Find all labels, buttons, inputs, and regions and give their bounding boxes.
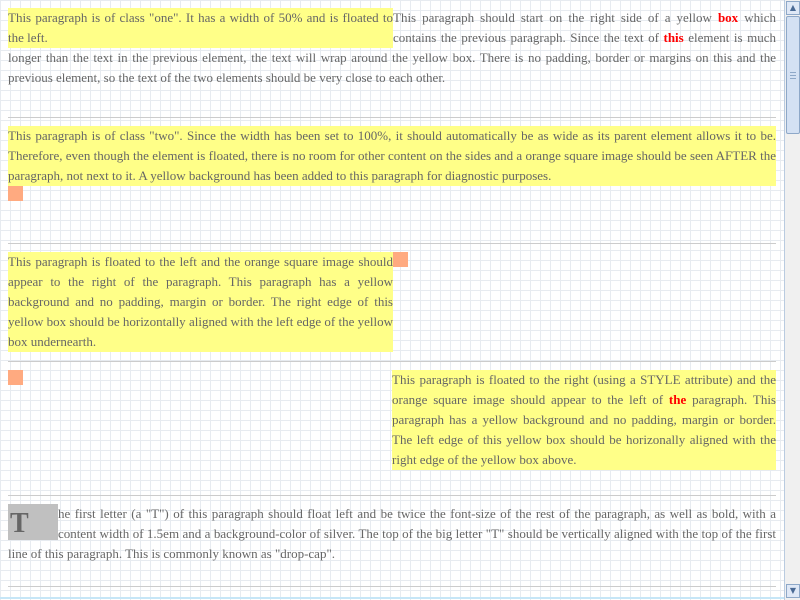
highlight-this: this	[663, 30, 684, 45]
paragraph-float-left: This paragraph is floated to the left and the orange square image should appear to the right of the paragraph. This paragraph has a yellow background and no padding, margin or border. The right edge of this yellow box should be horizontally aligned with the left edge of the yellow box undernearth.	[8, 252, 393, 352]
section-drop-cap	[8, 496, 776, 564]
highlight-box: box	[717, 10, 739, 25]
paragraph-one: This paragraph is of class "one". It has a width of 50% and is floated to the left.	[8, 8, 393, 48]
drop-cap-letter: T	[8, 504, 58, 540]
float-right-text-a: This paragraph is floated to the right (using a STYLE attribute) and the orange square image should appear to the left of	[392, 372, 776, 407]
float-right-text-b: paragraph. This paragraph has a yellow background and no padding, margin or border. The left edge of this yellow box should be horizonally aligned with the right edge of the yellow box above.	[392, 392, 776, 467]
up-arrow-icon[interactable]: ▲	[786, 1, 800, 15]
wrap-text-b: which contains the previous paragraph. Since the text of	[393, 10, 776, 45]
divider	[8, 586, 776, 587]
page-bottom-edge	[0, 597, 784, 599]
vertical-scrollbar[interactable]	[784, 0, 800, 600]
wrap-text-c: element is much longer than the text in the previous element, the text will wrap around the yellow box. There is no padding, border or margins on this and the previous element, so the text of the two elements should be very close to each other.	[8, 30, 776, 85]
paragraph-two: This paragraph is of class "two". Since the width has been set to 100%, it should automatically be as wide as its parent element allows it to be. Therefore, even though the element is floated, there is no room for other content on the sides and a orange square image should be seen AFTER the paragraph, not next to it. A yellow background has been added to this paragraph for diagnostic purposes.	[8, 126, 776, 186]
paragraph-drop-cap	[8, 504, 776, 564]
down-arrow-icon[interactable]: ▼	[786, 584, 800, 598]
scrollbar-thumb[interactable]	[786, 16, 800, 134]
section-float-one	[8, 8, 776, 96]
orange-square-image	[8, 186, 23, 201]
wrap-text-a: This paragraph should start on the right side of a yellow	[393, 10, 718, 25]
highlight-the: the	[668, 392, 687, 407]
orange-square-image	[8, 370, 23, 385]
paragraph-float-right	[392, 370, 776, 470]
section-float-left	[8, 244, 776, 358]
section-float-right	[8, 362, 776, 494]
section-float-two	[8, 118, 776, 231]
orange-square-image	[393, 252, 408, 267]
drop-cap-text: he first letter (a "T") of this paragraph should float left and be twice the font-size of the rest of the paragraph, as well as bold, with a content width of 1.5em and a background-color of silver. The top of the big letter "T" should be vertically aligned with the top of the first line of this paragraph. This is commonly known as "drop-cap".	[8, 506, 776, 561]
